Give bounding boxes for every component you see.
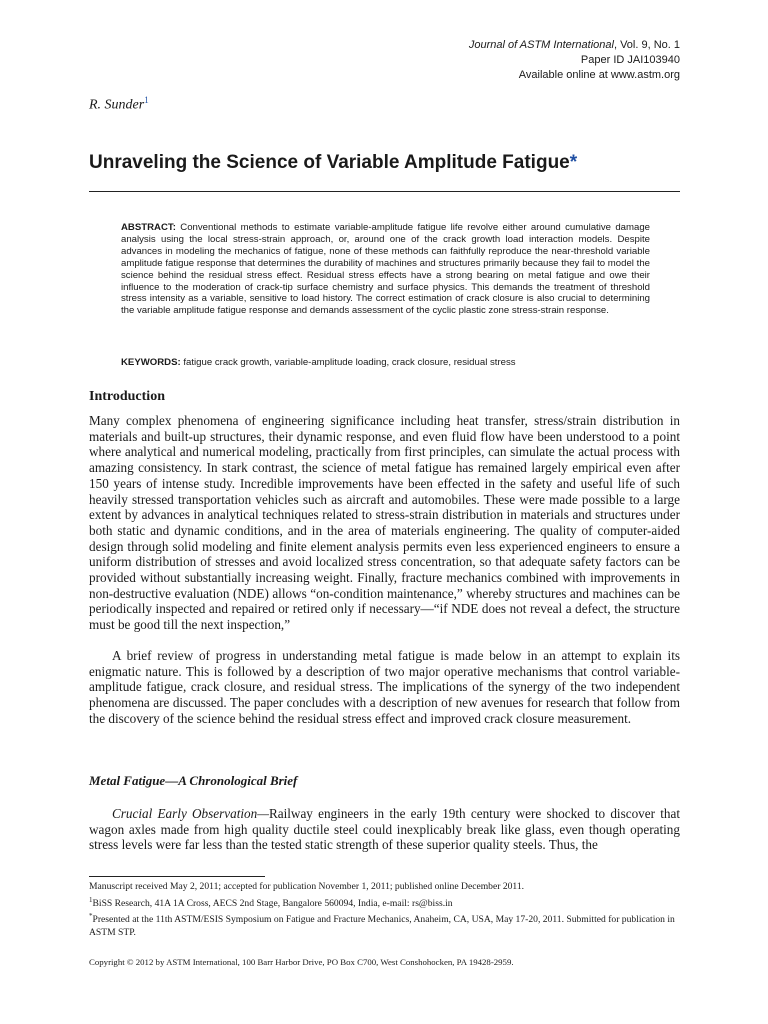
keywords-text: fatigue crack growth, variable-amplitude loading, crack closure, residual stress (183, 357, 516, 368)
manuscript-note: Manuscript received May 2, 2011; accepted for publication November 1, 2011; published online December 2011. (89, 881, 525, 892)
paper-title-text: Unraveling the Science of Variable Amplitude Fatigue (89, 152, 570, 173)
author (89, 95, 149, 114)
runin-heading: Crucial Early Observation— (112, 806, 269, 821)
journal-citation (469, 38, 680, 53)
journal-header (469, 38, 680, 83)
keywords (121, 357, 650, 368)
section-heading-metal-fatigue: Metal Fatigue—A Chronological Brief (89, 773, 298, 788)
metal-fatigue-paragraph (89, 806, 680, 853)
keywords-label: KEYWORDS: (121, 357, 181, 368)
intro-paragraph-1: Many complex phenomena of engineering significance including heat transfer, stress/strain distribution in materials and built-up structures, their dynamic response, and even fluid flow have been understood to a point where analytical and numerical modeling, practically from first principles, can simulate the actual process with amazing consistency. In stark contrast, the science of metal fatigue has remained largely empirical even after 150 years of intense study. Incredible improvements have been effected in the safety and useful life of such heavily stressed transportation vehicles such as aircraft and automobiles. These were made possible to a large extent by advances in analytical techniques related to stress-strain distribution in materials and structures under both static and dynamic conditions, and in the area of materials engineering. The quality of computer-aided design through solid modeling and finite element analysis permits even less experienced engineers to ensure a uniform distribution of stresses and avoid localized stress concentration, so that adequate safety factors can be provided without substantially increasing weight. Finally, fracture mechanics combined with improvements in non-destructive evaluation (NDE) allows “on-condition maintenance,” whereby structures and machines can be periodically inspected and repaired or retired only if necessary—“if NDE does not reveal a defect, the structure must be good till the next inspection,” (89, 413, 680, 633)
footnote-1-mark: 1 (89, 895, 93, 904)
title-footnote-mark[interactable]: * (569, 152, 578, 173)
abstract-text: Conventional methods to estimate variable-amplitude fatigue life revolve either around cumulative damage analysis using the local stress-strain approach, or, around one of the crack growth load interaction models. Despite advances in modeling the mechanics of fatigue, none of these methods can faithfully reproduce the near-threshold variable amplitude fatigue response that determines the durability of machines and structures primarily because they fail to model the science behind the residual stress effect. Residual stress effects have a strong bearing on metal fatigue and owe their influence to the moderation of crack-tip surface chemistry and surface physics. This demands the treatment of threshold stress intensity as a variable, sensitive to load history. The correct estimation of crack closure is also crucial to determining the variable amplitude fatigue response and demands assessment of the cyclic plastic zone stress-strain response. (121, 222, 650, 317)
copyright: Copyright © 2012 by ASTM International, 100 Barr Harbor Drive, PO Box C700, West Conshohocken, PA 19428-2959. (89, 957, 514, 967)
journal-volume: , Vol. 9, No. 1 (613, 39, 680, 51)
footnote-1-text: BiSS Research, 41A 1A Cross, AECS 2nd Stage, Bangalore 560094, India, e-mail: rs@biss.in (92, 897, 453, 909)
abstract-label: ABSTRACT: (121, 222, 176, 233)
section-heading-introduction: Introduction (89, 389, 165, 404)
availability: Available online at www.astm.org (518, 69, 680, 81)
paper-title (89, 152, 577, 174)
author-name: R. Sunder (89, 97, 145, 113)
footnotes (89, 881, 680, 940)
paper-id: Paper ID JAI103940 (580, 54, 680, 66)
footnote-star (89, 910, 680, 939)
title-rule (89, 191, 680, 192)
footnote-rule (89, 876, 265, 877)
author-footnote-mark[interactable]: 1 (144, 95, 149, 105)
journal-name: Journal of ASTM International (468, 39, 614, 51)
intro-paragraph-2: A brief review of progress in understanding metal fatigue is made below in an attempt to explain its enigmatic nature. This is followed by a description of two major operative mechanisms that control variable-amplitude fatigue, crack closure, and residual stress. The implications of the synergy of the two independent phenomena are discussed. The paper concludes with a description of new avenues for research that follow from the discovery of the science behind the residual stress effect and improved crack closure measurement. (89, 648, 680, 726)
abstract (121, 222, 650, 317)
footnote-star-text: Presented at the 11th ASTM/ESIS Symposium on Fatigue and Fracture Mechanics, Anaheim, CA, USA, May 17-20, 2011. Submitted for publication in ASTM STP. (89, 914, 675, 939)
footnote-1 (89, 894, 680, 911)
metal-fatigue-text: Railway engineers in the early 19th century were shocked to discover that wagon axles made from high quality ductile steel could inexplicably break like glass, even though operating stress levels were far less than the tested static strength of these superior quality steels. Thus, the (89, 806, 680, 853)
footnote-star-mark: * (89, 912, 93, 921)
